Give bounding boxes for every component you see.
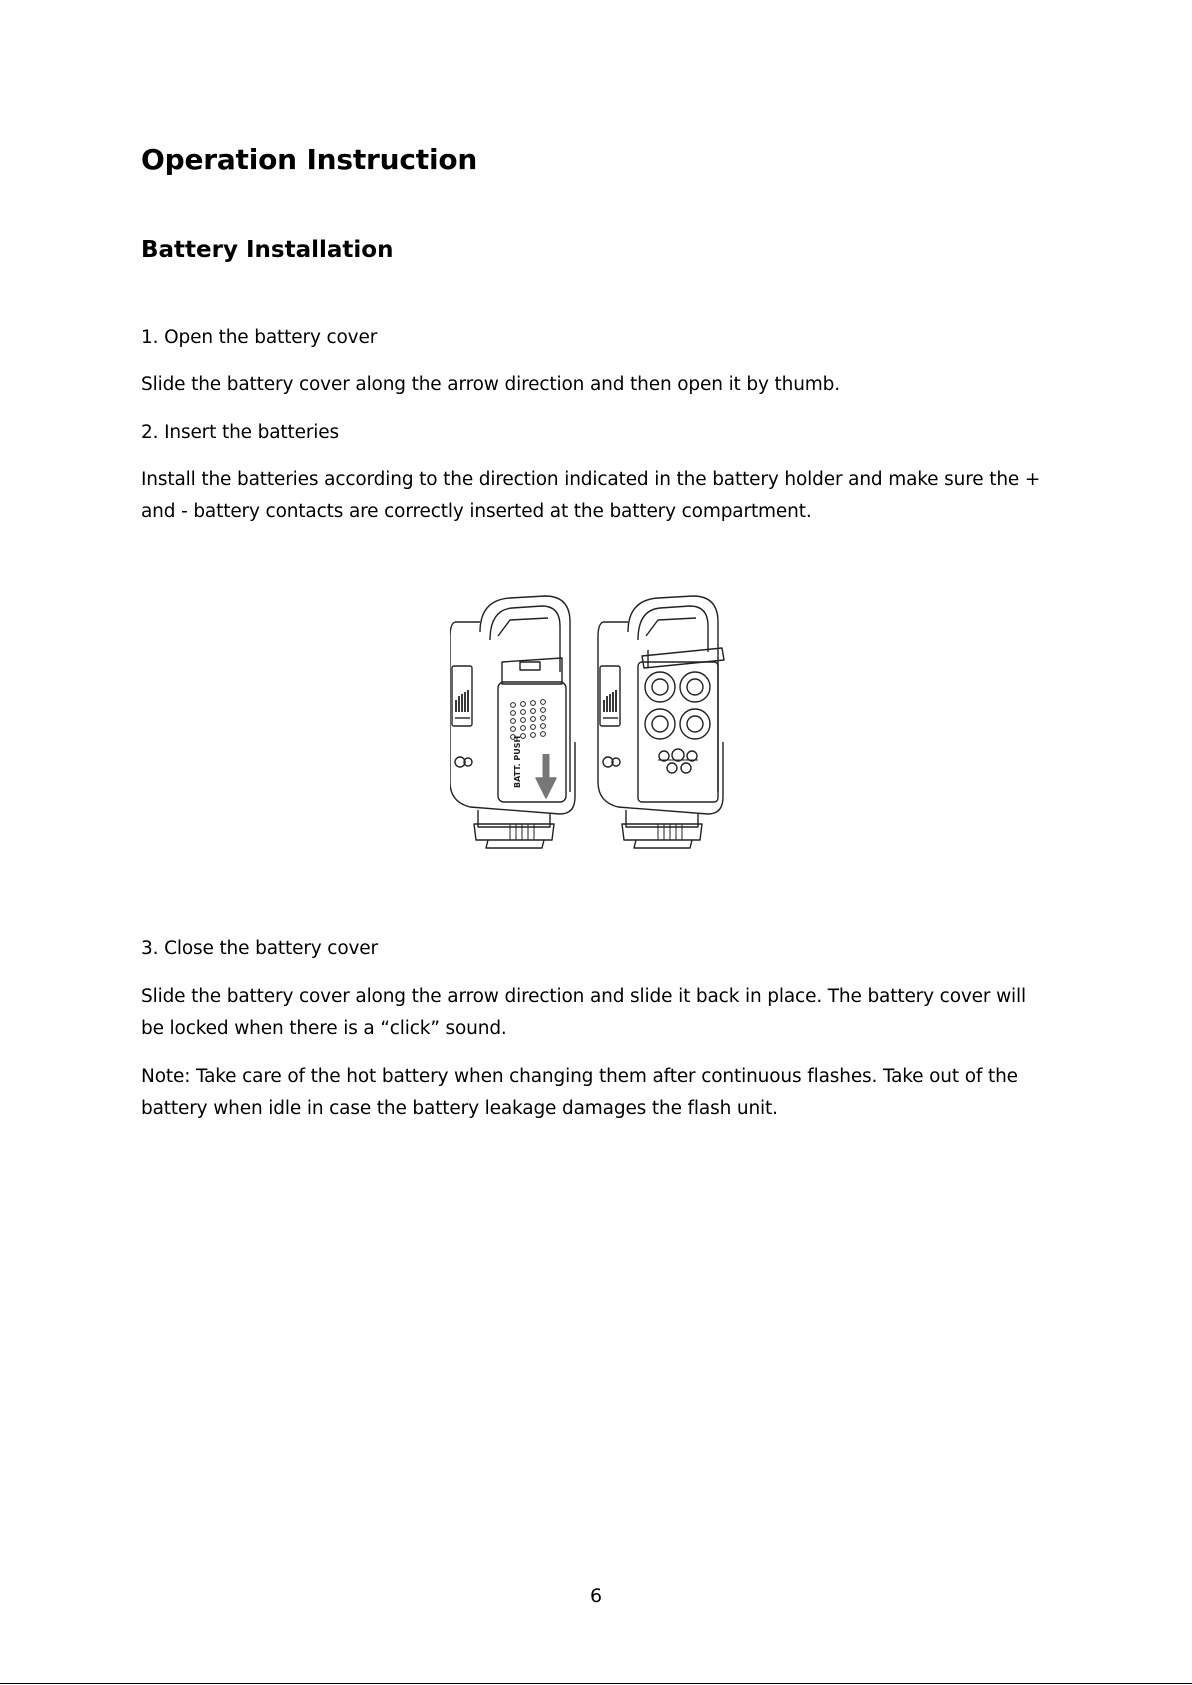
flash-unit-cover-closed: [450, 596, 575, 848]
page-bottom-rule: [0, 1683, 1192, 1684]
section-title: Battery Installation: [141, 237, 394, 263]
step-2-text: Install the batteries according to the direction indicated in the battery holder and make sure the + and - battery contacts are correctly inserted at the battery compartment.: [141, 469, 1041, 522]
step-3-title: 3. Close the battery cover: [141, 938, 378, 959]
cover-label: BATT. PUSH: [513, 735, 522, 788]
battery-cells: [645, 672, 710, 739]
step-3-text: Slide the battery cover along the arrow direction and slide it back in place. The battery cover will be locked when there is a “click” sound.: [141, 986, 1027, 1039]
battery-illustration: [450, 592, 750, 858]
flash-unit-cover-open: [598, 596, 724, 848]
step-2-title: 2. Insert the batteries: [141, 422, 339, 443]
note-text: Note: Take care of the hot battery when changing them after continuous flashes. Take out of the battery when idle in case the battery leakage damages the flash unit.: [141, 1066, 1018, 1119]
page-number: 6: [589, 1585, 603, 1607]
step-1-text: Slide the battery cover along the arrow direction and then open it by thumb.: [141, 374, 840, 395]
page-title: Operation Instruction: [141, 143, 478, 176]
step-1-title: 1. Open the battery cover: [141, 327, 378, 348]
